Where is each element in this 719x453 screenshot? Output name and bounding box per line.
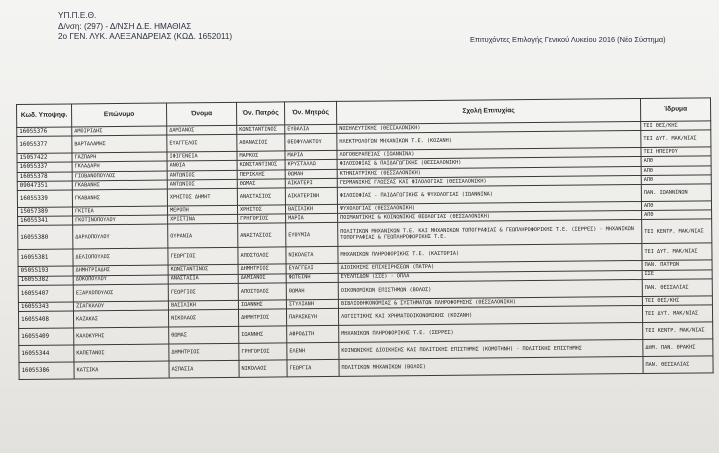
cell-school: ΠΟΛΙΤΙΚΩΝ ΜΗΧΑΝΙΚΩΝ (ΒΟΛΟΣ) <box>339 356 643 376</box>
cell-surname: ΑΜΟΙΡΙΔΗΣ <box>72 126 167 136</box>
directorate-line: Δ/νση: (297) - Δ/ΝΣΗ Δ.Ε. ΗΜΑΘΙΑΣ <box>58 21 192 31</box>
cell-father: ΔΗΜΗΤΡΙΟΣ <box>238 264 286 274</box>
cell-father: ΑΝΑΣΤΑΣΙΟΣ <box>238 223 286 247</box>
cell-code: 16055343 <box>18 302 73 312</box>
cell-school: ΦΙΛΟΣΟΦΙΑΣ - ΠΑΙΔΑΓΩΓΙΚΗΣ & ΨΥΧΟΛΟΓΙΑΣ (ΙΩΑΝΝΙΝΑ) <box>337 184 641 204</box>
cell-code: 16055337 <box>17 162 72 172</box>
column-header-name: Όνομα <box>166 102 236 126</box>
cell-father: ΙΩΑΝΝΗΣ <box>238 300 286 310</box>
cell-surname: ΓΚΛΑΔΑΡΗ <box>72 161 167 171</box>
cell-surname: ΖΙΑΓΚΑΛΟΥ <box>73 301 168 311</box>
cell-surname: ΓΚΟΤΙΝΟΠΟΥΛΟΥ <box>73 215 168 225</box>
cell-father: ΑΠΟΣΤΟΛΟΣ <box>238 283 286 300</box>
document-header <box>58 11 232 43</box>
cell-mother: ΕΥΑΓΓΕΛΙ <box>286 264 338 274</box>
cell-name: ΑΝΑΣΤΑΣΙΑ <box>168 274 238 284</box>
cell-code: 09047351 <box>17 181 72 191</box>
cell-mother: ΝΙΚΟΛΕΤΑ <box>286 247 338 264</box>
cell-name: ΚΩΝΣΤΑΝΤΙΝΟΣ <box>168 265 238 275</box>
cell-inst: ΔΗΜ. ΠΑΝ. ΘΡΑΚΗΣ <box>643 339 713 357</box>
column-header-surname: Επώνυμο <box>72 103 167 127</box>
cell-father: ΙΩΑΝΝΗΣ <box>239 326 287 343</box>
cell-father: ΜΑΡΚΟΣ <box>237 151 285 161</box>
cell-inst: ΠΑΝ. ΙΩΑΝΝΙΝΩΝ <box>641 184 711 202</box>
cell-surname: ΔΗΜΗΤΡΙΑΔΗΣ <box>73 265 168 275</box>
cell-name: ΓΕΩΡΓΙΟΣ <box>168 248 238 266</box>
cell-code: 16055377 <box>17 136 72 154</box>
cell-father: ΔΗΜΗΤΡΙΟΣ <box>238 309 286 326</box>
cell-father: ΝΙΚΟΛΑΟΣ <box>239 360 287 377</box>
cell-father: ΠΕΡΙΚΛΗΣ <box>237 169 285 179</box>
cell-surname: ΓΑΖΠΑΡΗ <box>72 152 167 162</box>
cell-inst: ΑΠΘ <box>641 201 711 211</box>
cell-school: ΒΙΒΛΙΟΘΗΚΟΝΟΜΙΑΣ & ΣΥΣΤΗΜΑΤΩΝ ΠΛΗΡΟΦΟΡΗΣΗΣ (ΘΕΣΣΑΛΟΝΙΚΗ) <box>338 296 642 308</box>
cell-code: 16055344 <box>19 345 74 363</box>
cell-inst: ΑΠΘ <box>641 165 711 175</box>
cell-surname: ΓΚΑΒΑΝΗΣ <box>72 189 167 207</box>
cell-mother: ΑΦΡΟΔΙΤΗ <box>287 325 339 342</box>
cell-mother: ΒΑΣΙΛΙΚΗ <box>285 204 337 214</box>
column-header-institution: Ίδρυμα <box>640 98 710 122</box>
cell-school: ΜΗΧΑΝΙΚΩΝ ΠΛΗΡΟΦΟΡΙΚΗΣ Τ.Ε. (ΣΕΡΡΕΣ) <box>339 322 643 342</box>
cell-school: ΝΟΣΗΛΕΥΤΙΚΗΣ (ΘΕΣΣΑΛΟΝΙΚΗ) <box>337 122 641 134</box>
cell-name: ΝΙΚΟΛΑΟΣ <box>168 309 238 327</box>
cell-code: 16055382 <box>18 275 73 285</box>
cell-surname: ΕΞΑΡΧΟΠΟΥΛΟΣ <box>73 284 168 302</box>
cell-name: ΧΡΗΣΤΟΣ ΔΗΜΗΤ <box>167 188 237 206</box>
cell-code: 16055386 <box>19 362 74 380</box>
cell-mother: ΜΑΡΙΑ <box>285 151 337 161</box>
cell-surname: ΔΕΛΙΟΠΟΥΛΟΣ <box>73 248 168 266</box>
cell-inst: ΠΑΝ. ΘΕΣΣΑΛΙΑΣ <box>642 279 712 297</box>
cell-mother: ΑΙΚΑΤΕΡΙΝΗ <box>285 187 337 204</box>
cell-school: ΛΟΓΟΘΕΡΑΠΕΙΑΣ (ΙΩΑΝΝΙΝΑ) <box>337 148 641 160</box>
cell-name: ΑΣΠΑΣΙΑ <box>169 360 239 378</box>
cell-father: ΚΩΝΣΤΑΝΤΙΝΟΣ <box>237 125 285 135</box>
cell-mother: ΚΡΥΣΤΑΛΛΩ <box>285 160 337 170</box>
results-sheet <box>16 97 713 440</box>
cell-school: ΓΕΡΜΑΝΙΚΗΣ ΓΛΩΣΣΑΣ ΚΑΙ ΦΙΛΟΛΟΓΙΑΣ (ΘΕΣΣΑΛΟΝΙΚΗ) <box>337 175 641 187</box>
cell-school: ΦΙΛΟΣΟΦΙΑΣ & ΠΑΙΔΑΓΩΓΙΚΗΣ (ΘΕΣΣΑΛΟΝΙΚΗ) <box>337 157 641 169</box>
cell-father: ΓΡΗΓΟΡΙΟΣ <box>239 343 287 360</box>
cell-school: ΛΟΓΙΣΤΙΚΗΣ ΚΑΙ ΧΡΗΜΑΤΟΟΙΚΟΝΟΜΙΚΗΣ (ΚΟΖΑΝΗ) <box>338 305 642 325</box>
column-header-school: Σχολή Επιτυχίας <box>336 99 640 125</box>
cell-inst: ΤΕΙ ΔΥΤ. ΜΑΚ/ΝΙΑΣ <box>642 305 712 323</box>
cell-name: ΑΝΤΩΝΙΟΣ <box>167 170 237 180</box>
cell-name: ΔΗΜΗΤΡΙΟΣ <box>169 343 239 361</box>
cell-code: 16055407 <box>18 285 73 303</box>
cell-father: ΘΩΜΑΣ <box>237 179 285 189</box>
cell-surname: ΓΚΑΒΑΝΗΣ <box>72 180 167 190</box>
cell-school: ΠΟΙΜΑΝΤΙΚΗΣ & ΚΟΙΝΩΝΙΚΗΣ ΘΕΟΛΟΓΙΑΣ (ΘΕΣΣΑΛΟΝΙΚΗ) <box>338 211 642 223</box>
cell-code: 16055381 <box>18 249 73 267</box>
cell-mother: ΣΤΥΛΙΑΝΗ <box>286 299 338 309</box>
cell-mother: ΘΩΜΑΗ <box>286 282 338 299</box>
column-header-mother: Όν. Μητρός <box>284 101 336 124</box>
cell-mother: ΜΑΡΙΑ <box>286 214 338 224</box>
cell-father: ΑΘΑΝΑΣΙΟΣ <box>237 134 285 151</box>
cell-inst: ΤΕΙ ΚΕΝΤΡ. ΜΑΚ/ΝΙΑΣ <box>643 322 713 340</box>
results-table <box>16 97 714 380</box>
school-line: 2ο ΓΕΝ. ΛΥΚ. ΑΛΕΞΑΝΔΡΕΙΑΣ (ΚΩΔ. 1652011) <box>58 32 233 42</box>
cell-school: ΗΛΕΚΤΡΟΛΟΓΩΝ ΜΗΧΑΝΙΚΩΝ Τ.Ε. (ΚΟΖΑΝΗ) <box>337 131 641 151</box>
cell-school: ΠΟΛΙΤΙΚΩΝ ΜΗΧΑΝΙΚΩΝ Τ.Ε. ΚΑΙ ΜΗΧΑΝΙΚΩΝ ΤΟΠΟΓΡΑΦΙΑΣ & ΓΕΩΠΛΗΡΟΦΟΡΙΚΗΣ Τ.Ε. (ΣΕΡΡΕΣ) - ΜΗΧΑΝΙΚΩΝ ΤΟΠΟΓΡΑΦΙΑΣ & ΓΕΩΠΛΗΡΟΦΟΡΙΚΗΣ Τ.Ε. <box>338 220 642 247</box>
cell-father: ΔΑΜΙΑΝΟΣ <box>238 273 286 283</box>
table-body <box>17 121 713 380</box>
cell-code: 15057422 <box>17 153 72 163</box>
cell-mother: ΑΙΚΑΤΕΡΙ <box>285 178 337 188</box>
cell-school: ΔΙΟΙΚΗΣΗΣ ΕΠΙΧΕΙΡΗΣΕΩΝ (ΠΑΤΡΑ) <box>338 261 642 273</box>
cell-surname: ΔΑΡΛΟΠΟΥΛΟΥ <box>73 224 168 249</box>
cell-code: 16055409 <box>19 328 74 346</box>
cell-father: ΓΡΗΓΟΡΙΟΣ <box>238 214 286 224</box>
cell-inst: ΑΠΘ <box>641 175 711 185</box>
cell-father: ΧΡΗΣΤΟΣ <box>237 205 285 215</box>
cell-name: ΒΑΣΙΛΙΚΗ <box>168 300 238 310</box>
cell-inst: ΤΕΙ ΔΥΤ. ΜΑΚ/ΝΙΑΣ <box>641 130 711 148</box>
cell-surname: ΔΟΚΟΠΟΥΛΟΥ <box>73 275 168 285</box>
cell-surname: ΚΑΛΟΚΥΡΗΣ <box>74 327 169 345</box>
cell-surname: ΚΑΖΑΚΑΣ <box>73 310 168 328</box>
cell-mother: ΠΑΡΑΣΚΕΥΗ <box>286 308 338 325</box>
cell-father: ΚΩΝΣΤΑΝΤΙΝΟΣ <box>237 160 285 170</box>
cell-name: ΓΕΩΡΓΙΟΣ <box>168 283 238 301</box>
cell-school: ΟΙΚΟΝΟΜΙΚΩΝ ΕΠΙΣΤΗΜΩΝ (ΒΟΛΟΣ) <box>338 279 642 299</box>
cell-name: ΑΝΘΙΑ <box>167 161 237 171</box>
cell-inst: ΑΠΘ <box>641 156 711 166</box>
cell-name: ΔΑΜΙΑΝΟΣ <box>167 125 237 135</box>
cell-father: ΑΝΑΣΤΑΣΙΟΣ <box>237 188 285 205</box>
cell-surname: ΚΑΤΣΙΚΑ <box>74 361 169 379</box>
cell-surname: ΒΑΡΤΑΛΑΜΗΣ <box>72 135 167 153</box>
cell-surname: ΓΙΟΒΑΝΟΠΟΥΛΟΣ <box>72 171 167 181</box>
cell-inst: ΣΣΕ <box>642 269 712 279</box>
cell-name: ΜΕΡΟΠΗ <box>167 205 237 215</box>
column-header-father: Όν. Πατρός <box>236 102 284 125</box>
cell-name: ΘΩΜΑΣ <box>169 326 239 344</box>
cell-mother: ΕΥΘΥΜΙΑ <box>286 223 338 247</box>
cell-inst: ΠΑΝ. ΘΕΣΣΑΛΙΑΣ <box>643 356 713 374</box>
cell-code: 16055408 <box>18 311 73 329</box>
cell-school: ΜΗΧΑΝΙΚΩΝ ΠΛΗΡΟΦΟΡΙΚΗΣ Τ.Ε. (ΚΑΣΤΟΡΙΑ) <box>338 244 642 264</box>
cell-school: ΚΤΗΝΙΑΤΡΙΚΗΣ (ΘΕΣΣΑΛΟΝΙΚΗ) <box>337 166 641 178</box>
cell-name: ΕΥΑΓΓΕΛΟΣ <box>167 135 237 153</box>
cell-mother: ΓΕΩΡΓΙΑ <box>287 359 339 376</box>
cell-mother: ΕΛΕΝΗ <box>287 342 339 359</box>
cell-school: ΕΥΕΛΠΙΔΩΝ (ΣΣΕ) - ΟΠΛΑ <box>338 270 642 282</box>
cell-mother: ΦΩΤΕΙΝΗ <box>286 273 338 283</box>
cell-name: ΑΝΤΩΝΙΟΣ <box>167 179 237 189</box>
cell-code: 15057389 <box>17 207 72 217</box>
cell-inst: ΤΕΙ ΔΥΤ. ΜΑΚ/ΝΙΑΣ <box>642 243 712 261</box>
cell-name: ΙΦΙΓΕΝΕΙΑ <box>167 152 237 162</box>
cell-mother: ΘΕΟΦΥΛΑΚΤΟΥ <box>285 134 337 151</box>
column-header-code: Κωδ. Υποψηφ. <box>17 104 72 128</box>
cell-inst: ΑΠΘ <box>642 210 712 220</box>
cell-name: ΟΥΡΑΝΙΑ <box>168 224 238 249</box>
cell-mother: ΕΥΘΑΛΙΑ <box>285 124 337 134</box>
cell-school: ΨΥΧΟΛΟΓΙΑΣ (ΘΕΣΣΑΛΟΝΙΚΗ) <box>337 201 641 213</box>
ministry-line: ΥΠ.Π.Ε.Θ. <box>58 11 97 20</box>
cell-school: ΚΟΙΝΩΝΙΚΗΣ ΔΙΟΙΚΗΣΗΣ ΚΑΙ ΠΟΛΙΤΙΚΗΣ ΕΠΙΣΤΗΜΗΣ (ΚΟΜΟΤΗΝΗ) - ΠΟΛΙΤΙΚΗΣ ΕΠΙΣΤΗΜΗΣ <box>339 339 643 359</box>
cell-mother: ΘΩΜΑΗ <box>285 169 337 179</box>
cell-inst: ΤΕΙ ΗΠΕΙΡΟΥ <box>641 147 711 157</box>
cell-name: ΧΡΙΣΤΙΝΑ <box>168 215 238 225</box>
cell-code: 16055380 <box>18 225 73 250</box>
cell-code: 16055378 <box>17 172 72 182</box>
cell-inst: ΠΑΝ. ΠΑΤΡΩΝ <box>642 260 712 270</box>
cell-father: ΑΠΟΣΤΟΛΟΣ <box>238 247 286 264</box>
cell-code: 05055193 <box>18 266 73 276</box>
cell-code: 16055376 <box>17 127 72 137</box>
cell-code: 16055341 <box>18 216 73 226</box>
cell-code: 16055339 <box>17 190 72 208</box>
cell-surname: ΓΚΙΤΕΑ <box>72 206 167 216</box>
document-title: Επιτυχόντες Επιλογής Γενικού Λυκείου 2016 (Νέο Σύστημα) <box>470 35 666 44</box>
cell-inst: ΤΕΙ ΚΕΝΤΡ. ΜΑΚ/ΝΙΑΣ <box>642 219 712 244</box>
cell-surname: ΚΑΠΕΤΑΝΟΣ <box>74 344 169 362</box>
cell-inst: ΤΕΙ ΘΕΣ/ΚΗΣ <box>642 296 712 306</box>
cell-inst: ΤΕΙ ΘΕΣ/ΚΗΣ <box>641 121 711 131</box>
